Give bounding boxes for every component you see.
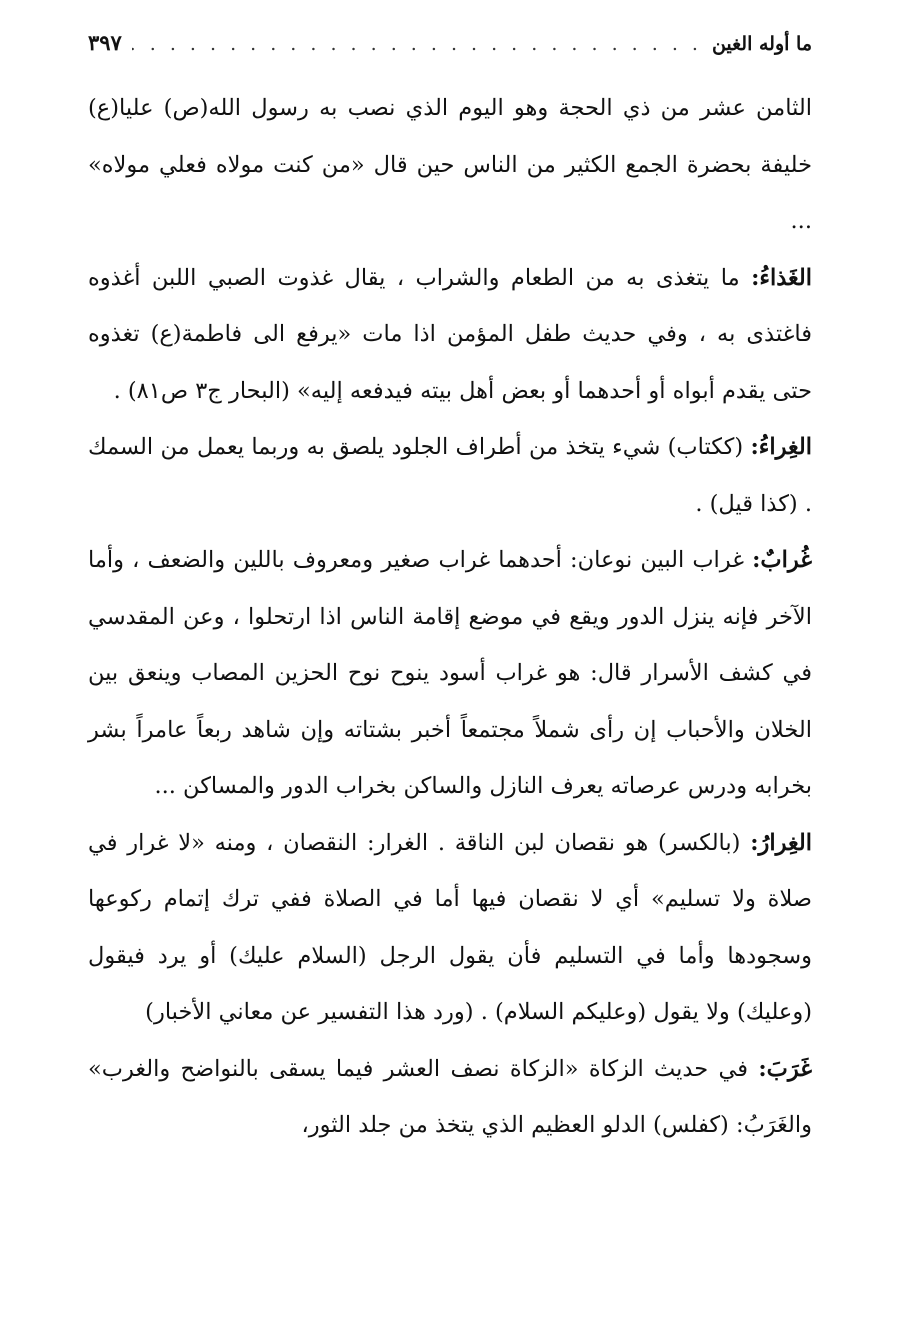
entry-ghira <box>88 419 812 532</box>
entry-text: غراب البين نوعان: أحدهما غراب صغير ومعروف باللين والضعف ، وأما الآخر فإنه ينزل الدور ويقع في موضع إقامة الناس اذا ارتحلوا ، وعن المقدسي في كشف الأسرار قال: هو غراب أسود ينوح نوح الحزين المصاب وينعق بين الخلان والأحباب إن رأى شملاً مجتمعاً أخبر بشتاته وإن شاهد ربعاً عامراً بشر بخرابه ودرس عرصاته يعرف النازل والساكن بخراب الدور والمساكن ... <box>88 547 812 799</box>
entry-headword: الغَذاءُ: <box>751 264 812 291</box>
entry-ghurab <box>88 532 812 815</box>
entry-text: الثامن عشر من ذي الحجة وهو اليوم الذي نصب به رسول الله(ص) عليا(ع) خليفة بحضرة الجمع الكثير من الناس حين قال «من كنت مولاه فعلي مولاه» ... <box>88 95 812 234</box>
entry-continuation <box>88 80 812 250</box>
page-number: ٣٩٧ <box>88 30 122 55</box>
entry-text: في حديث الزكاة «الزكاة نصف العشر فيما يسقى بالنواضح والغرب» والغَرَبُ: (كفلس) الدلو العظيم الذي يتخذ من جلد الثور، <box>88 1055 812 1138</box>
entry-text: (ككتاب) شيء يتخذ من أطراف الجلود يلصق به وربما يعمل من السمك . (كذا قيل) . <box>88 434 812 517</box>
book-page <box>88 30 812 1154</box>
running-header <box>88 30 812 80</box>
entry-headword: الغِرارُ: <box>750 829 812 856</box>
entry-headword: الغِراءُ: <box>750 434 812 460</box>
entry-text: (بالكسر) هو نقصان لبن الناقة . الغرار: النقصان ، ومنه «لا غرار في صلاة ولا تسليم» أي لا نقصان فيها أما في الصلاة ففي ترك إتمام ركوعها وسجودها وأما في التسليم فأن يقول الرجل (السلام عليك) أو يرد فيقول (وعليك) ولا يقول (وعليكم السلام) . (ورد هذا التفسير عن معاني الأخبار) <box>88 829 812 1025</box>
chapter-title: ما أوله الغين <box>711 33 812 55</box>
entry-gharaba <box>88 1041 812 1154</box>
dot-leader <box>132 33 702 55</box>
entry-text: ما يتغذى به من الطعام والشراب ، يقال غذوت الصبي اللبن أغذوه فاغتذى به ، وفي حديث طفل المؤمن اذا مات «يرفع الى فاطمة(ع) تغذوه حتى يقدم أبواه أو أحدهما أو بعض أهل بيته فيدفعه إليه» (البحار ج٣ ص٨١) . <box>88 264 812 404</box>
entry-ghirar <box>88 815 812 1041</box>
entry-headword: غَرَبَ: <box>758 1055 812 1082</box>
entry-headword: غُرابٌ: <box>752 547 813 573</box>
entry-ghidha <box>88 250 812 420</box>
